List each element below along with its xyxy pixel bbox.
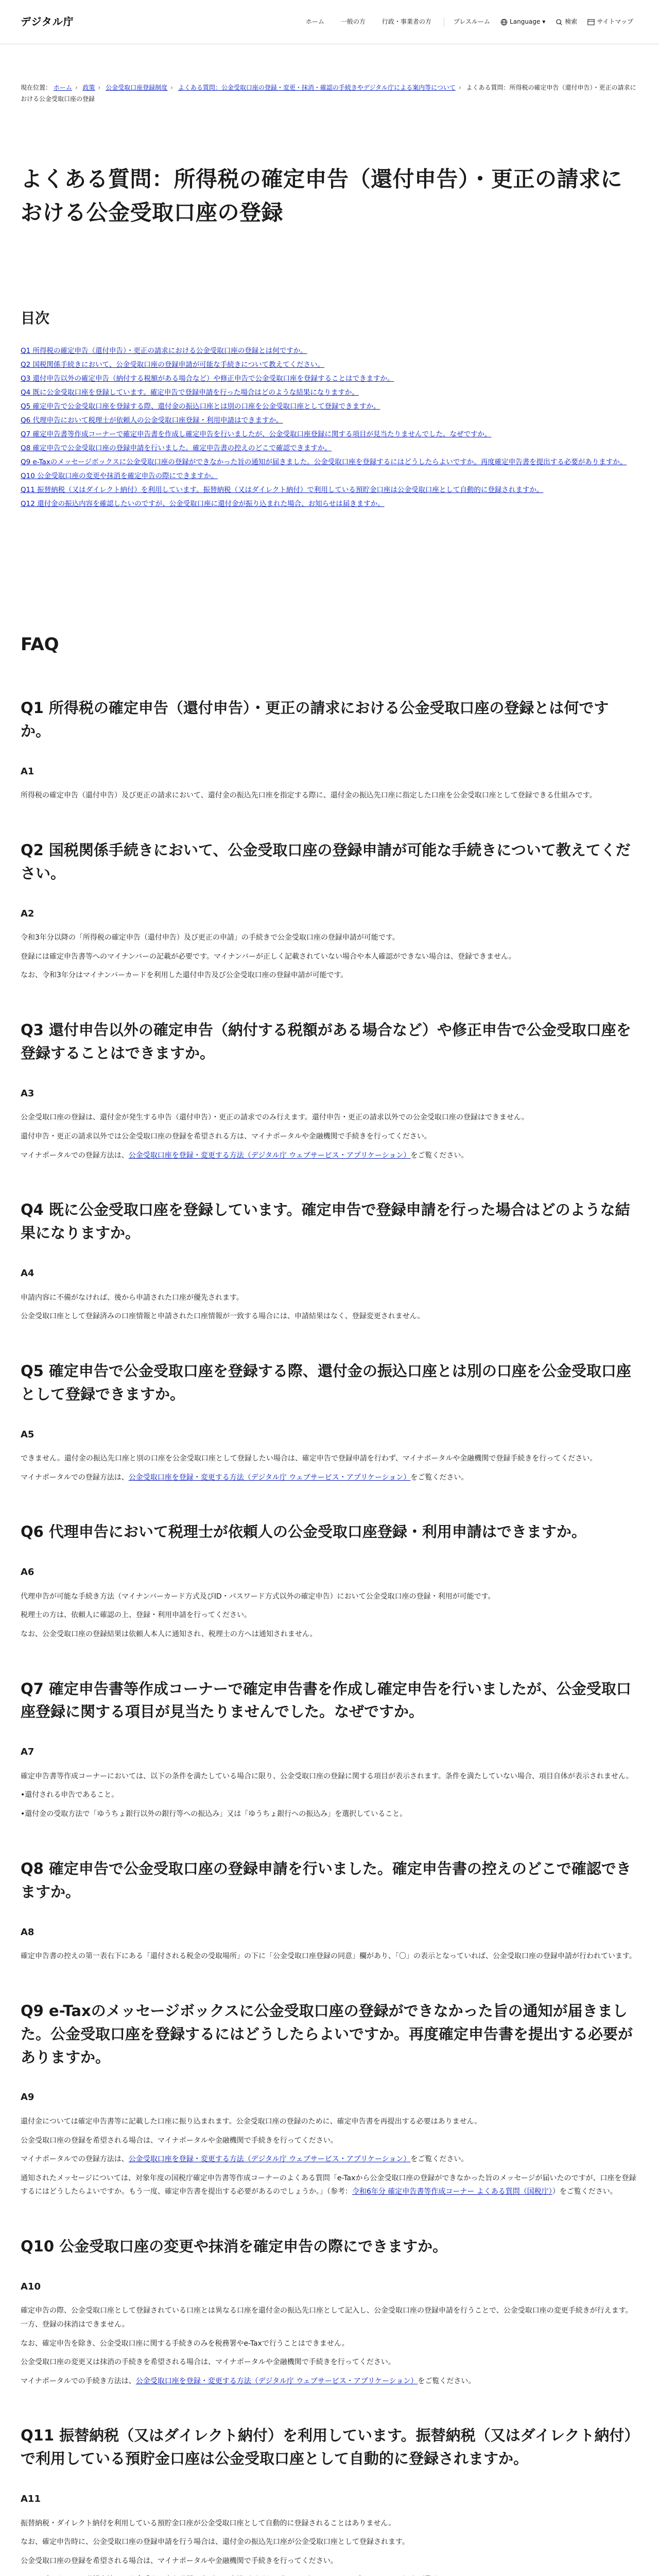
answer-paragraph: 公金受取口座の登録は、還付金が発生する申告（還付申告）・更正の請求でのみ行えます。還付申告・更正の請求以外での公金受取口座の登録はできません。: [21, 1113, 529, 1122]
faq-answer-body: [21, 1291, 638, 1324]
faq-item: [21, 1019, 638, 1162]
answer-paragraph: なお、確定申告を除き、公金受取口座に関する手続きのみを税務署やe-Taxで行うことはできません。: [21, 2339, 349, 2348]
faq-answer-body: [21, 789, 638, 803]
faq-item: [21, 2235, 638, 2388]
breadcrumb-prefix: 現在位置：: [21, 84, 52, 91]
faq-item: [21, 1520, 638, 1641]
faq-list: [21, 697, 638, 2576]
toc-title: 目次: [21, 310, 50, 327]
breadcrumb-system[interactable]: 公金受取口座登録制度: [106, 84, 168, 91]
answer-paragraph: 確定申告の際、公金受取口座として登録されている口座とは異なる口座を還付金の振込先口座として記入し、公金受取口座の登録申請を行うことで、公金受取口座の変更手続きが行えます。一方、登録の抹消はできません。: [21, 2307, 633, 2329]
search-label: 検索: [565, 18, 578, 25]
faq-item: [21, 839, 638, 982]
faq-question: Q6 代理申告において税理士が依頼人の公金受取口座登録・利用申請はできますか。: [21, 1523, 586, 1541]
main-content: [21, 44, 638, 2576]
nav-press[interactable]: [448, 16, 495, 27]
answer-link[interactable]: 公金受取口座を登録・変更する方法（デジタル庁 ウェブサービス・アプリケーション）: [128, 2155, 411, 2164]
answer-paragraph: なお、確定申告時に、公金受取口座の登録申請を行う場合は、還付金の振込先口座が公金受取口座として登録されます。: [21, 2538, 409, 2547]
toc-link[interactable]: Q11 振替納税（又はダイレクト納付）を利用しています。振替納税（又はダイレクト納付）で利用している預貯金口座は公金受取口座として自動的に登録されますか。: [21, 486, 544, 495]
global-nav: [298, 16, 638, 27]
faq-item: [21, 1198, 638, 1324]
faq-question: Q3 還付申告以外の確定申告（納付する税額がある場合など）や修正申告で公金受取口座を登録することはできますか。: [21, 1021, 631, 1062]
faq-question: Q9 e-Taxのメッセージボックスに公金受取口座の登録ができなかった旨の通知が届きました。公金受取口座を登録するにはどうしたらよいですか。再度確定申告書を提出する必要がありますか。: [21, 2002, 633, 2066]
faq-answer-label: A4: [21, 1268, 34, 1279]
answer-paragraph: なお、令和3年分はマイナンバーカードを利用した還付申告及び公金受取口座の登録申請が可能です。: [21, 971, 348, 980]
faq-answer-label: A5: [21, 1429, 34, 1440]
faq-answer-body: [21, 1950, 638, 1963]
answer-paragraph: 確定申告書等作成コーナーにおいては、以下の条件を満たしている場合に限り、公金受取口座の登録に関する項目が表示されます。条件を満たしていない場合、項目自体が表示されません。: [21, 1772, 633, 1781]
toc-link[interactable]: Q6 代理申告において税理士が依頼人の公金受取口座登録・利用申請はできますか。: [21, 416, 283, 425]
faq-question: Q1 所得税の確定申告（還付申告）・更正の請求における公金受取口座の登録とは何ですか。: [21, 699, 609, 740]
faq-question: Q5 確定申告で公金受取口座を登録する際、還付金の振込口座とは別の口座を公金受取口座として登録できますか。: [21, 1362, 631, 1403]
answer-paragraph: 還付金については確定申告書等に記載した口座に振り込まれます。公金受取口座の登録のために、確定申告書を再提出する必要はありません。: [21, 2117, 482, 2126]
answer-link[interactable]: 公金受取口座を登録・変更する方法（デジタル庁 ウェブサービス・アプリケーション）: [128, 1473, 411, 1482]
faq-item: [21, 2424, 638, 2576]
faq-answer-body: [21, 2517, 638, 2576]
faq-answer-body: [21, 931, 638, 982]
breadcrumb: 現在位置： ホーム › 政策 › 公金受取口座登録制度 › よくある質問：公金受取口座の登録・変更・抹消・確認の手続きやデジタル庁による案内等について › よくある質問：所得税の確定申告（還付申告）・更正の請求における公金受取口座の登録: [21, 84, 636, 103]
toc-item: [21, 358, 638, 372]
faq-answer-label: A9: [21, 2092, 34, 2103]
search-icon: [556, 19, 563, 26]
nav-home[interactable]: ホーム: [305, 18, 324, 25]
answer-paragraph: 確定申告書の控えの第一表右下にある「還付される税金の受取場所」の下に「公金受取口座登録の同意」欄があり、「〇」の表示となっていれば、公金受取口座の登録申請が行われています。: [21, 1952, 636, 1961]
answer-paragraph: 令和3年分以降の「所得税の確定申告（還付申告）及び更正の申請」の手続きで公金受取口座の登録申請が可能です。: [21, 934, 400, 942]
faq-answer-body: [21, 1590, 638, 1641]
answer-paragraph: [21, 2573, 638, 2576]
toc-item: [21, 344, 638, 358]
toc-item: [21, 372, 638, 386]
answer-paragraph: •還付金の受取方法で「ゆうちょ銀行以外の銀行等への振込み」又は「ゆうちょ銀行への振込み」を選択していること。: [21, 1810, 407, 1819]
answer-paragraph: できません。還付金の振込先口座と別の口座を公金受取口座として登録したい場合は、確定申告で登録申請を行わず、マイナポータルや金融機関で登録手続きを行ってください。: [21, 1454, 597, 1463]
toc-link[interactable]: Q9 e-Taxのメッセージボックスに公金受取口座の登録ができなかった旨の通知が届きました。公金受取口座を登録するにはどうしたらよいですか。再度確定申告書を提出する必要がありますか。: [21, 458, 627, 467]
toc-item: [21, 400, 638, 414]
faq-item: [21, 697, 638, 803]
toc-link[interactable]: Q3 還付申告以外の確定申告（納付する税額がある場合など）や修正申告で公金受取口座を登録することはできますか。: [21, 375, 394, 383]
page-title: よくある質問：所得税の確定申告（還付申告）・更正の請求における公金受取口座の登録: [21, 166, 623, 226]
toc-link[interactable]: Q8 確定申告で公金受取口座の登録申請を行いました。確定申告書の控えのどこで確認できますか。: [21, 444, 332, 453]
answer-paragraph: 税理士の方は、依頼人に確認の上、登録・利用申請を行ってください。: [21, 1611, 251, 1620]
faq-heading: FAQ: [21, 634, 59, 655]
nav-language[interactable]: [495, 16, 550, 27]
answer-paragraph: 公金受取口座の登録を希望される場合は、マイナポータルや金融機関で手続きを行ってください。: [21, 2136, 338, 2145]
faq-question: Q4 既に公金受取口座を登録しています。確定申告で登録申請を行った場合はどのような結果になりますか。: [21, 1201, 630, 1242]
sitemap-icon: [587, 19, 595, 26]
answer-paragraph: 振替納税・ダイレクト納付を利用している預貯金口座が公金受取口座として自動的に登録されることはありません。: [21, 2519, 396, 2528]
toc-item: [21, 455, 638, 469]
toc-item: [21, 483, 638, 497]
faq-answer-label: A6: [21, 1567, 34, 1578]
answer-paragraph: マイナポータルでの登録方法は、公金受取口座を登録・変更する方法（デジタル庁 ウェブサービス・アプリケーション）をご覧ください。: [21, 1151, 469, 1160]
toc-list: [21, 344, 638, 511]
faq-question: Q2 国税関係手続きにおいて、公金受取口座の登録申請が可能な手続きについて教えてください。: [21, 841, 631, 882]
press-label: プレスルーム: [453, 18, 491, 25]
nav-general[interactable]: 一般の方: [340, 18, 366, 25]
nav-business[interactable]: 行政・事業者の方: [381, 18, 431, 25]
answer-paragraph: 所得税の確定申告（還付申告）及び更正の請求において、還付金の振込先口座を指定する際に、還付金の振込先口座に指定した口座を公金受取口座として登録できる仕組みです。: [21, 791, 597, 800]
faq-answer-label: A11: [21, 2494, 41, 2505]
faq-answer-label: A7: [21, 1747, 34, 1758]
faq-answer-label: A2: [21, 908, 34, 919]
toc-item: [21, 428, 638, 442]
toc-link[interactable]: Q4 既に公金受取口座を登録しています。確定申告で登録申請を行った場合はどのような結果になりますか。: [21, 388, 359, 397]
breadcrumb-policy[interactable]: 政策: [82, 84, 95, 91]
faq-item: [21, 1360, 638, 1485]
faq-question: Q11 振替納税（又はダイレクト納付）を利用しています。振替納税（又はダイレクト納付）で利用している預貯金口座は公金受取口座として自動的に登録されますか。: [21, 2427, 632, 2468]
breadcrumb-faq-parent[interactable]: よくある質問：公金受取口座の登録・変更・抹消・確認の手続きやデジタル庁による案内等について: [178, 84, 456, 91]
faq-item: [21, 1677, 638, 1821]
toc-link[interactable]: Q5 確定申告で公金受取口座を登録する際、還付金の振込口座とは別の口座を公金受取口座として登録できますか。: [21, 402, 380, 411]
site-logo[interactable]: デジタル庁: [21, 15, 74, 28]
toc-item: [21, 414, 638, 428]
answer-link[interactable]: 令和6年分 確定申告書等作成コーナー よくある質問（国税庁）: [352, 2188, 552, 2196]
sitemap-label: サイトマップ: [597, 18, 633, 25]
answer-link[interactable]: 公金受取口座を登録・変更する方法（デジタル庁 ウェブサービス・アプリケーション）: [135, 2377, 418, 2385]
faq-answer-body: [21, 2304, 638, 2388]
breadcrumb-current: よくある質問：所得税の確定申告（還付申告）・更正の請求における公金受取口座の登録: [21, 84, 636, 103]
faq-answer-label: A8: [21, 1926, 34, 1938]
toc-link[interactable]: Q12 還付金の振込内容を確認したいのですが、公金受取口座に還付金が振り込まれた場合、お知らせは届きますか。: [21, 500, 385, 509]
toc-link[interactable]: Q10 公金受取口座の変更や抹消を確定申告の際にできますか。: [21, 472, 218, 481]
answer-paragraph: 公金受取口座として登録済みの口座情報と申請された口座情報が一致する場合には、申請結果はなく、登録変更されません。: [21, 1312, 425, 1321]
toc-item: [21, 386, 638, 400]
answer-paragraph: 公金受取口座の登録を希望される場合は、マイナポータルや金融機関で手続きを行ってください。: [21, 2556, 338, 2565]
answer-paragraph: マイナポータルでの登録方法は、公金受取口座を登録・変更する方法（デジタル庁 ウェブサービス・アプリケーション）をご覧ください。: [21, 1473, 469, 1482]
faq-question: Q7 確定申告書等作成コーナーで確定申告書を作成し確定申告を行いましたが、公金受取口座登録に関する項目が見当たりませんでした。なぜですか。: [21, 1680, 631, 1721]
faq-item: [21, 1999, 638, 2199]
globe-icon: [500, 19, 508, 26]
faq-answer-label: A1: [21, 766, 34, 777]
toc-item: [21, 469, 638, 483]
answer-paragraph: 申請内容に不備がなければ、後から申請された口座が優先されます。: [21, 1293, 244, 1302]
faq-answer-body: [21, 1111, 638, 1162]
faq-answer-label: A10: [21, 2281, 41, 2292]
toc-link[interactable]: Q1 所得税の確定申告（還付申告）・更正の請求における公金受取口座の登録とは何ですか。: [21, 347, 307, 355]
language-label: Language: [510, 18, 541, 25]
nav-sitemap[interactable]: [582, 16, 638, 27]
nav-search[interactable]: [550, 16, 582, 27]
answer-link[interactable]: 公金受取口座を登録・変更する方法（デジタル庁 ウェブサービス・アプリケーション）: [128, 1151, 411, 1160]
faq-answer-label: A3: [21, 1088, 34, 1099]
answer-paragraph: 通知されたメッセージについては、対象年度の国税庁確定申告書等作成コーナーのよくある質問「e-Taxから公金受取口座の登録ができなかった旨のメッセージが届いたのですが、口座を登録するにはどうしたらよいですか。もう一度、確定申告書を提出する必要があるのでしょうか。」（参考：令和6年分 確定申告書等作成コーナー よくある質問（国税庁））をご覧ください。: [21, 2174, 636, 2196]
answer-paragraph: マイナポータルでの手続き方法は、公金受取口座を登録・変更する方法（デジタル庁 ウェブサービス・アプリケーション）をご覧ください。: [21, 2377, 476, 2385]
faq-question: Q10 公金受取口座の変更や抹消を確定申告の際にできますか。: [21, 2237, 448, 2255]
answer-paragraph: なお、公金受取口座の登録結果は依頼人本人に通知され、税理士の方へは通知されません。: [21, 1630, 317, 1638]
answer-paragraph: 登録には確定申告書等へのマイナンバーの記載が必要です。マイナンバーが正しく記載されていない場合や本人確認ができない場合は、登録できません。: [21, 952, 516, 961]
answer-paragraph: マイナポータルでの登録方法は、公金受取口座を登録・変更する方法（デジタル庁 ウェブサービス・アプリケーション）をご覧ください。: [21, 2155, 469, 2164]
faq-answer-body: [21, 2115, 638, 2199]
faq-answer-body: [21, 1770, 638, 1821]
faq-item: [21, 1857, 638, 1963]
answer-paragraph: 還付申告・更正の請求以外では公金受取口座の登録を希望される方は、マイナポータルや金融機関で手続きを行ってください。: [21, 1132, 431, 1141]
toc-link[interactable]: Q2 国税関係手続きにおいて、公金受取口座の登録申請が可能な手続きについて教えてください。: [21, 361, 324, 369]
breadcrumb-home[interactable]: ホーム: [53, 84, 72, 91]
faq-answer-body: [21, 1452, 638, 1484]
answer-paragraph: 代理申告が可能な手続き方法（マイナンバーカード方式及びID・パスワード方式以外の確定申告）において公金受取口座の登録・利用が可能です。: [21, 1592, 495, 1601]
toc-link[interactable]: Q7 確定申告書等作成コーナーで確定申告書を作成し確定申告を行いましたが、公金受取口座登録に関する項目が見当たりませんでした。なぜですか。: [21, 430, 492, 439]
faq-question: Q8 確定申告で公金受取口座の登録申請を行いました。確定申告書の控えのどこで確認できますか。: [21, 1859, 631, 1901]
answer-paragraph: 公金受取口座の変更又は抹消の手続きを希望される場合は、マイナポータルや金融機関で手続きを行ってください。: [21, 2358, 395, 2367]
answer-paragraph: •還付される申告であること。: [21, 1791, 119, 1800]
toc-item: [21, 497, 638, 511]
site-header: [0, 0, 659, 44]
chevron-down-icon: ▾: [542, 18, 546, 25]
toc-item: [21, 442, 638, 455]
